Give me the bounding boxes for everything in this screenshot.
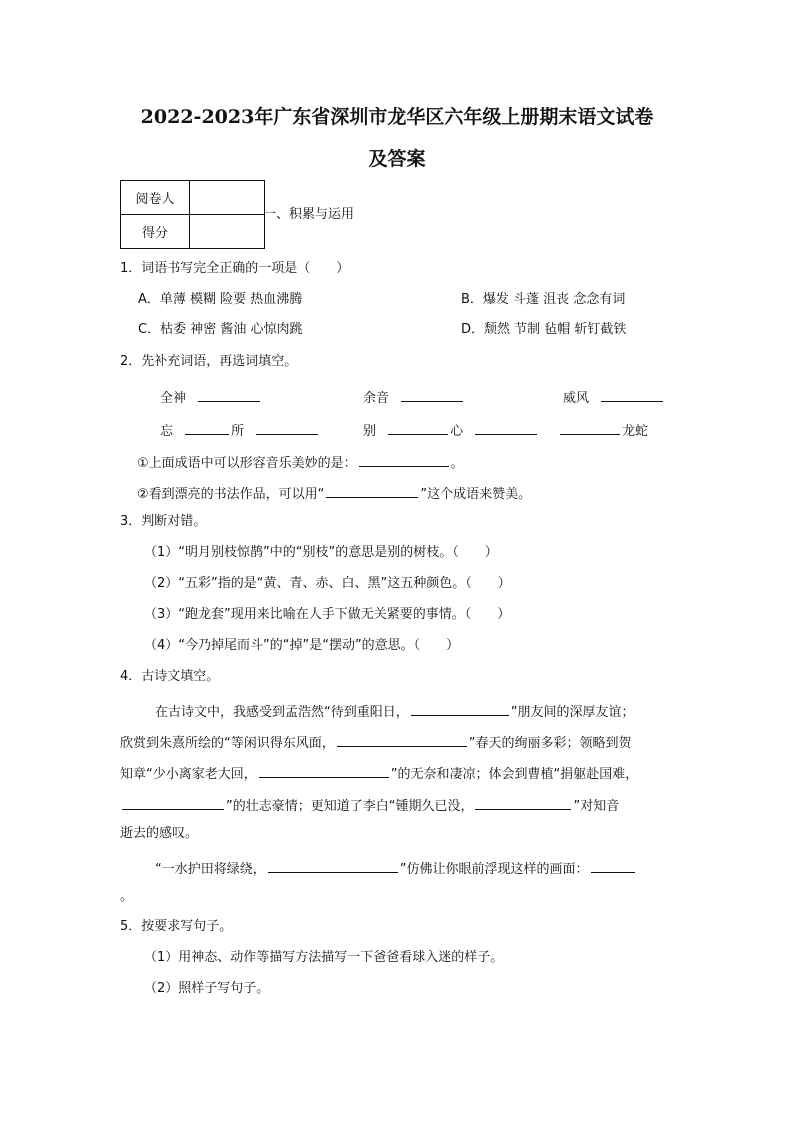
q2-blank-4b[interactable] <box>256 421 318 435</box>
q2-idiom-2 <box>363 388 465 405</box>
q4-line-3-end: ”的无奈和凄凉；体会到曹植“捐躯赴国难， <box>390 767 639 782</box>
q1-option-d: D．颓然 节制 毡帽 斩钉截铁 <box>461 322 627 337</box>
q4-blank-6[interactable] <box>268 859 398 873</box>
q2-blank-5a[interactable] <box>388 421 448 435</box>
q4-line-7: 。 <box>120 889 134 904</box>
q4-line-2 <box>120 733 632 750</box>
q2-blank-1[interactable] <box>198 388 260 402</box>
q4-stem: 4．古诗文填空。 <box>120 669 220 684</box>
q2-sub-1 <box>137 453 464 470</box>
q2-blank-5b[interactable] <box>475 421 537 435</box>
q2-idiom-1 <box>160 388 262 405</box>
q2-sub-2-text: ②看到漂亮的书法作品，可以用“ <box>137 487 325 502</box>
q2-sub-1-end: 。 <box>450 456 464 471</box>
reviewer-cell[interactable] <box>190 181 265 215</box>
q2-idiom-5 <box>363 421 539 438</box>
reviewer-label: 阅卷人 <box>121 181 190 215</box>
q4-blank-7[interactable] <box>591 859 635 873</box>
q1-option-a: A．单薄 模糊 险要 热血沸腾 <box>138 292 303 307</box>
score-cell[interactable] <box>190 215 265 249</box>
q4-line-3 <box>120 764 638 781</box>
q4-line-4-text: ”的壮志豪情；更知道了李白“锺期久已没， <box>226 799 474 814</box>
q4-line-2-end: ”春天的绚丽多彩；领略到贺 <box>468 736 632 751</box>
q2-word-5a: 别 <box>363 424 377 439</box>
q2-word-2: 余音 <box>363 391 390 406</box>
q3-item-3: （3）“跑龙套”现用来比喻在人手下做无关紧要的事情。（ ） <box>144 607 511 622</box>
q4-line-1 <box>155 702 635 719</box>
q1-option-c: C．枯委 神密 酱油 心惊肉跳 <box>138 322 303 337</box>
q2-word-6: 龙蛇 <box>622 424 649 439</box>
q4-line-2-text: 欣赏到朱熹所绘的“等闲识得东风面， <box>120 736 335 751</box>
q2-sub-2 <box>137 484 531 501</box>
q2-stem: 2．先补充词语，再选词填空。 <box>120 354 298 369</box>
q2-word-1: 全神 <box>160 391 187 406</box>
q4-blank-5[interactable] <box>475 796 571 810</box>
q5-stem: 5．按要求写句子。 <box>120 919 233 934</box>
score-label: 得分 <box>121 215 190 249</box>
q2-word-4a: 忘 <box>160 424 174 439</box>
q4-line-5: 逝去的感叹。 <box>120 826 199 841</box>
q1-option-b: B．爆发 斗蓬 沮丧 念念有词 <box>461 292 626 307</box>
q4-blank-4[interactable] <box>122 796 224 810</box>
section-heading: 一、积累与运用 <box>263 207 355 222</box>
q2-word-3: 威风 <box>563 391 590 406</box>
q2-sub-2-blank[interactable] <box>326 484 418 498</box>
q2-blank-6[interactable] <box>560 421 620 435</box>
score-table <box>120 180 265 249</box>
q2-word-4b: 所 <box>231 424 245 439</box>
q3-item-2: （2）“五彩”指的是“黄、青、赤、白、黑”这五种颜色。（ ） <box>144 576 511 591</box>
q2-idiom-6 <box>558 421 648 438</box>
q2-sub-1-blank[interactable] <box>359 453 449 467</box>
q4-line-4 <box>120 796 619 813</box>
q4-line-1-end: ”朋友间的深厚友谊； <box>510 705 635 720</box>
q5-sub-2: （2）照样子写句子。 <box>144 981 270 996</box>
q4-line-6 <box>155 859 637 876</box>
q2-word-5b: 心 <box>450 424 464 439</box>
q2-sub-1-text: ①上面成语中可以形容音乐美妙的是： <box>137 456 357 471</box>
q2-sub-2-end: ”这个成语来赞美。 <box>420 487 532 502</box>
q4-blank-3[interactable] <box>259 764 389 778</box>
q5-sub-1: （1）用神态、动作等描写方法描写一下爸爸看球入迷的样子。 <box>144 950 504 965</box>
q2-idiom-4 <box>160 421 320 438</box>
q4-line-1-text: 在古诗文中，我感受到孟浩然“待到重阳日， <box>155 705 409 720</box>
q4-line-4-end: ”对知音 <box>573 799 620 814</box>
q4-line-6-end: ”仿佛让你眼前浮现这样的画面： <box>399 862 589 877</box>
q2-blank-3[interactable] <box>601 388 663 402</box>
q4-blank-2[interactable] <box>337 733 467 747</box>
q4-line-3-text: 知章“少小离家老大回， <box>120 767 257 782</box>
q1-stem: 1．词语书写完全正确的一项是（ ） <box>120 261 350 276</box>
q2-blank-4a[interactable] <box>185 421 229 435</box>
document-title-line2: 及答案 <box>368 148 426 170</box>
q4-blank-1[interactable] <box>411 702 509 716</box>
q4-line-6-text: “一水护田将绿绕， <box>155 862 266 877</box>
q2-idiom-3 <box>563 388 665 405</box>
q3-stem: 3．判断对错。 <box>120 514 207 529</box>
q3-item-4: （4）“今乃掉尾而斗”的“掉”是“摆动”的意思。（ ） <box>144 638 460 653</box>
document-title-line1: 2022-2023年广东省深圳市龙华区六年级上册期末语文试卷 <box>140 106 654 128</box>
q3-item-1: （1）“明月别枝惊鹊”中的“别枝”的意思是别的树枝。（ ） <box>144 545 498 560</box>
q2-blank-2[interactable] <box>401 388 463 402</box>
